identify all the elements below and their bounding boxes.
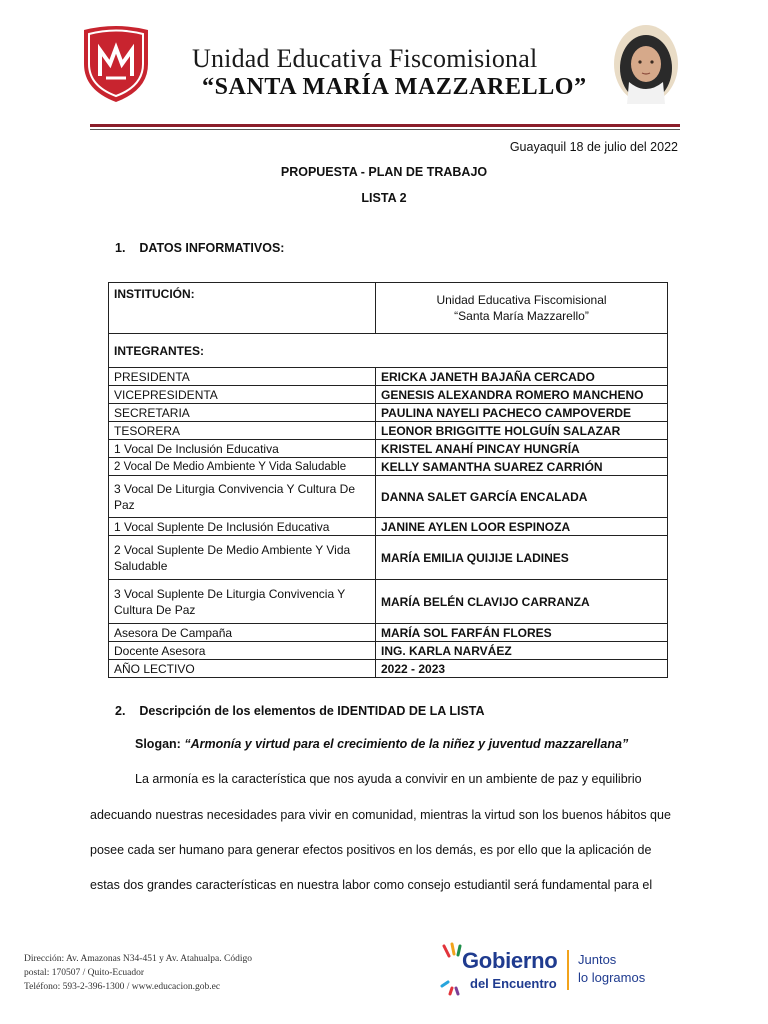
member-cell: KRISTEL ANAHÍ PINCAY HUNGRÍA <box>376 440 668 458</box>
member-cell: PAULINA NAYELI PACHECO CAMPOVERDE <box>376 404 668 422</box>
role-cell: 1 Vocal Suplente De Inclusión Educativa <box>109 518 376 536</box>
member-cell: KELLY SAMANTHA SUAREZ CARRIÓN <box>376 458 668 476</box>
role-cell: 2 Vocal Suplente De Medio Ambiente Y Vida Saludable <box>109 536 376 580</box>
address-line: Dirección: Av. Amazonas N34-451 y Av. Atahualpa. Código <box>24 954 252 964</box>
role-cell: AÑO LECTIVO <box>109 660 376 678</box>
document-title: PROPUESTA - PLAN DE TRABAJO <box>280 165 488 179</box>
table-row <box>109 422 668 440</box>
table-row <box>109 518 668 536</box>
members-label: INTEGRANTES: <box>109 334 668 368</box>
institution-name: “SANTA MARÍA MAZZARELLO” <box>202 74 587 100</box>
role-cell: TESORERA <box>109 422 376 440</box>
section-1-heading: 1. DATOS INFORMATIVOS: <box>115 241 285 255</box>
table-row <box>109 334 668 368</box>
role-cell: Docente Asesora <box>109 642 376 660</box>
institution-title: Unidad Educativa Fiscomisional <box>192 44 538 73</box>
table-row <box>109 440 668 458</box>
gov-slogan-2: lo logramos <box>578 970 646 985</box>
list-title: LISTA 2 <box>361 191 407 205</box>
paragraph-line: posee cada ser humano para generar efectos positivos en los demás, es por ello que la aplicación de <box>90 843 652 857</box>
institution-value-line2: “Santa María Mazzarello” <box>454 309 589 323</box>
role-cell: 1 Vocal De Inclusión Educativa <box>109 440 376 458</box>
slogan <box>135 737 628 751</box>
member-cell: 2022 - 2023 <box>376 660 668 678</box>
member-cell: ERICKA JANETH BAJAÑA CERCADO <box>376 368 668 386</box>
table-row <box>109 660 668 678</box>
gov-slogan-1: Juntos <box>578 952 617 967</box>
institution-value-line1: Unidad Educativa Fiscomisional <box>436 293 607 307</box>
member-cell: ING. KARLA NARVÁEZ <box>376 642 668 660</box>
table-row <box>109 404 668 422</box>
document-date: Guayaquil 18 de julio del 2022 <box>509 140 678 154</box>
member-cell: MARÍA BELÉN CLAVIJO CARRANZA <box>376 580 668 624</box>
paragraph-line: adecuando nuestras necesidades para vivir en comunidad, mientras la virtud son los buenos hábitos que <box>90 808 671 822</box>
institution-label: INSTITUCIÓN: <box>109 283 376 334</box>
role-cell: 3 Vocal Suplente De Liturgia Convivencia Y Cultura De Paz <box>109 580 376 624</box>
paragraph-line: La armonía es la característica que nos ayuda a convivir en un ambiente de paz y equilibrio <box>135 772 642 786</box>
member-cell: GENESIS ALEXANDRA ROMERO MANCHENO <box>376 386 668 404</box>
table-row <box>109 580 668 624</box>
member-cell: MARÍA EMILIA QUIJIJE LADINES <box>376 536 668 580</box>
role-cell: 2 Vocal De Medio Ambiente Y Vida Saludable <box>109 458 376 476</box>
role-cell: VICEPRESIDENTA <box>109 386 376 404</box>
saint-portrait <box>613 24 679 104</box>
government-logo <box>440 940 670 1000</box>
table-row <box>109 283 668 334</box>
gov-word-2: del Encuentro <box>470 976 557 991</box>
header-rule <box>90 124 680 127</box>
gov-word-1: Gobierno <box>462 948 558 973</box>
address-line: Teléfono: 593-2-396-1300 / www.educacion.gob.ec <box>24 982 221 992</box>
table-row <box>109 458 668 476</box>
section-2-heading: 2. Descripción de los elementos de IDENTIDAD DE LA LISTA <box>115 704 485 718</box>
gov-divider <box>567 950 569 990</box>
table-row <box>109 368 668 386</box>
paragraph-line: estas dos grandes características en nuestra labor como consejo estudiantil será fundamental para el <box>90 878 653 892</box>
slogan-text: “Armonía y virtud para el crecimiento de la niñez y juventud mazzarellana” <box>184 737 629 751</box>
member-cell: JANINE AYLEN LOOR ESPINOZA <box>376 518 668 536</box>
table-row <box>109 386 668 404</box>
header-rule-thin <box>90 129 680 130</box>
member-cell: MARÍA SOL FARFÁN FLORES <box>376 624 668 642</box>
role-cell: SECRETARIA <box>109 404 376 422</box>
role-cell: 3 Vocal De Liturgia Convivencia Y Cultura De Paz <box>109 476 376 518</box>
address-line: postal: 170507 / Quito-Ecuador <box>24 968 145 978</box>
slogan-label: Slogan: <box>135 737 185 751</box>
table-row <box>109 536 668 580</box>
table-row <box>109 476 668 518</box>
role-cell: PRESIDENTA <box>109 368 376 386</box>
table-row <box>109 624 668 642</box>
info-table <box>108 282 668 678</box>
role-cell: Asesora De Campaña <box>109 624 376 642</box>
institution-value <box>376 283 668 334</box>
member-cell: LEONOR BRIGGITTE HOLGUÍN SALAZAR <box>376 422 668 440</box>
member-cell: DANNA SALET GARCÍA ENCALADA <box>376 476 668 518</box>
footer-address <box>24 952 252 994</box>
table-row <box>109 642 668 660</box>
school-shield-icon <box>80 24 152 104</box>
